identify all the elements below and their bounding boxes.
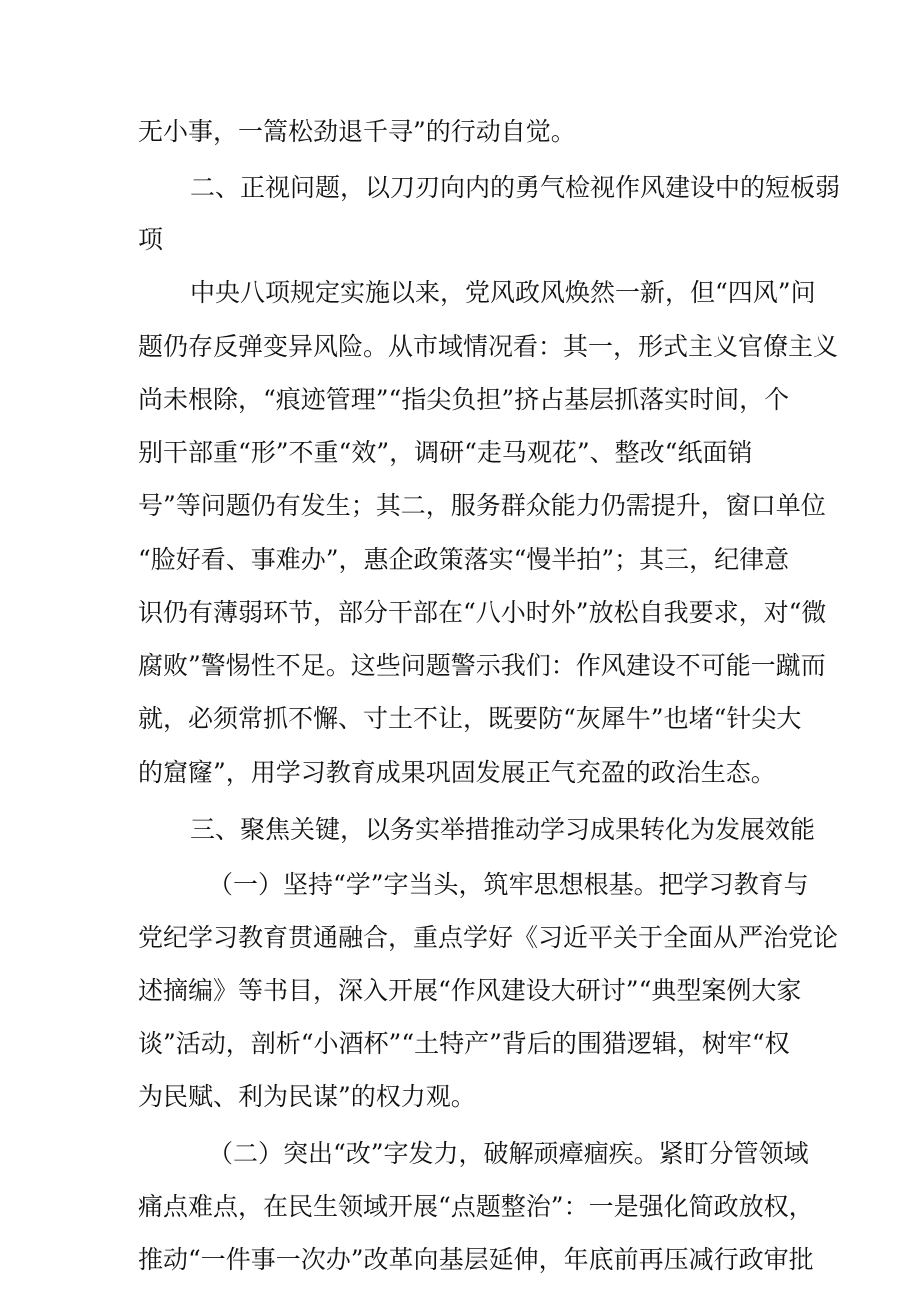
paragraph-line: 无小事，一篙松劲退千寻”的行动自觉。: [138, 117, 576, 146]
paragraph-line: 中央八项规定实施以来，党风政风焕然一新，但“四风”问: [190, 278, 816, 307]
paragraph-line: 识仍有薄弱环节，部分干部在“八小时外”放松自我要求，对“微: [138, 598, 827, 627]
paragraph-line: 腐败”警惕性不足。这些问题警示我们：作风建设不可能一蹴而: [138, 651, 826, 680]
paragraph-line: 题仍存反弹变异风险。从市域情况看：其一，形式主义官僚主义: [138, 332, 839, 361]
paragraph-line: 痛点难点，在民生领域开展“点题整治”：一是强化简政放权，: [138, 1192, 814, 1221]
paragraph-line: 推动“一件事一次办”改革向基层延伸，年底前再压减行政审批: [138, 1245, 814, 1274]
paragraph-line: 为民赋、利为民谋”的权力观。: [138, 1082, 476, 1111]
paragraph-line: 的窟窿”，用学习教育成果巩固发展正气充盈的政治生态。: [138, 758, 776, 787]
section-heading-line: 二、正视问题，以刀刃向内的勇气检视作风建设中的短板弱: [190, 173, 841, 202]
paragraph-line: （一）坚持“学”字当头，筑牢思想根基。把学习教育与: [208, 870, 809, 899]
paragraph-line: 谈”活动，剖析“小酒杯”“土特产”背后的围猎逻辑，树牢“权: [138, 1029, 790, 1058]
section-heading-line: 三、聚焦关键，以务实举措推动学习成果转化为发展效能: [190, 815, 816, 844]
paragraph-line: “脸好看、事难办”，惠企政策落实“慢半拍”；其三，纪律意: [138, 545, 790, 574]
paragraph-line: 述摘编》等书目，深入开展“作风建设大研讨”“典型案例大家: [138, 976, 802, 1005]
paragraph-line: 党纪学习教育贯通融合，重点学好《习近平关于全面从严治党论: [138, 923, 839, 952]
section-heading-line: 项: [138, 225, 164, 254]
paragraph-line: 就，必须常抓不懈、寸土不让，既要防“灰犀牛”也堵“针尖大: [138, 704, 802, 733]
paragraph-line: 别干部重“形”不重“效”，调研“走马观花”、整改“纸面销: [138, 438, 753, 467]
paragraph-line: 尚未根除，“痕迹管理”“指尖负担”挤占基层抓落实时间，个: [138, 385, 790, 414]
paragraph-line: 号”等问题仍有发生；其二，服务群众能力仍需提升，窗口单位: [138, 491, 826, 520]
paragraph-line: （二）突出“改”字发力，破解顽瘴痼疾。紧盯分管领域: [208, 1139, 809, 1168]
